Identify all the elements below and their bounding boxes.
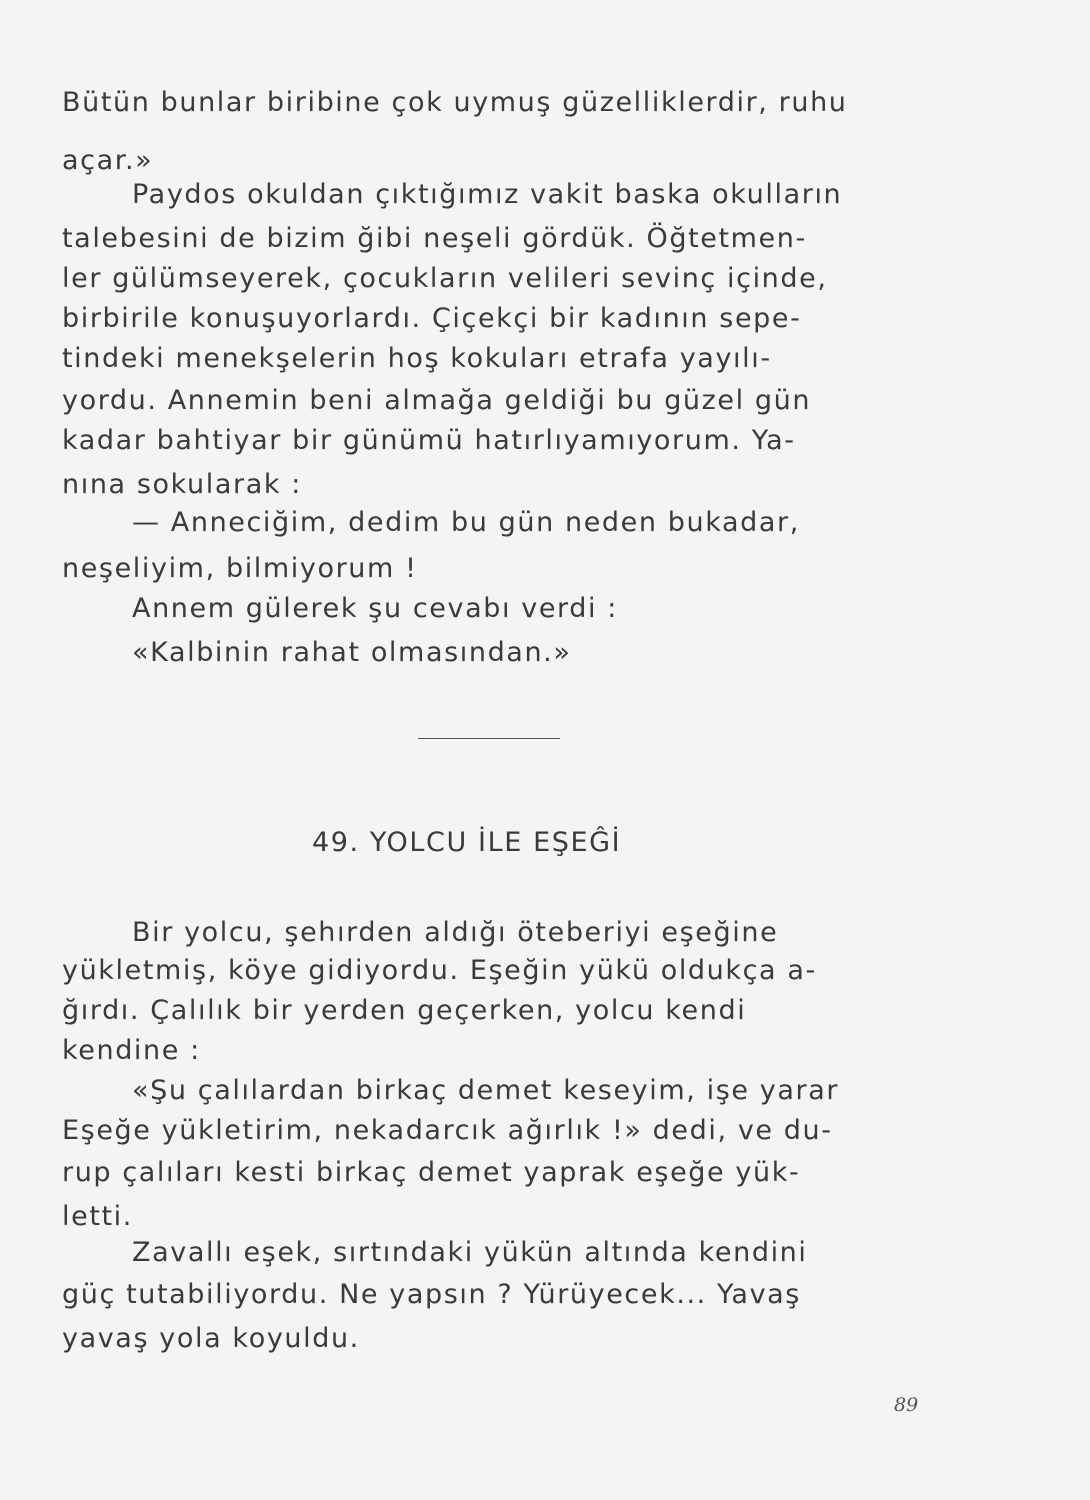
text-line: yavaş yola koyuldu. <box>62 1323 360 1354</box>
text-line: Bir yolcu, şehırden aldığı öteberiyi eşeğine <box>132 917 779 948</box>
text-line: yordu. Annemin beni almağa geldiği bu güzel gün <box>62 385 812 416</box>
text-line: tindeki menekşelerin hoş kokuları etrafa yayılı- <box>62 343 772 374</box>
text-line: güç tutabiliyordu. Ne yapsın ? Yürüyecek... Yavaş <box>62 1279 801 1310</box>
text-line: yükletmiş, köye gidiyordu. Eşeğin yükü oldukça a- <box>62 955 817 986</box>
page-number: 89 <box>894 1394 919 1416</box>
text-line: Paydos okuldan çıktığımız vakit baska okulların <box>132 179 843 210</box>
text-line: açar.» <box>62 145 154 176</box>
section-divider <box>418 738 560 739</box>
text-line: «Kalbinin rahat olmasından.» <box>132 637 572 668</box>
text-line: rup çalıları kesti birkaç demet yaprak eşeğe yük- <box>62 1157 801 1188</box>
text-line: talebesini de bizim ğibi neşeli gördük. Öğtetmen- <box>62 223 807 254</box>
text-line: ğırdı. Çalılık bir yerden geçerken, yolcu kendi <box>62 995 747 1026</box>
text-line: Eşeğe yükletirim, nekadarcık ağırlık !» dedi, ve du- <box>62 1115 833 1146</box>
text-line: Zavallı eşek, sırtındaki yükün altında kendini <box>132 1237 808 1268</box>
text-line: Bütün bunlar biribine çok uymuş güzelliklerdir, ruhu <box>62 87 848 118</box>
text-line: ler gülümseyerek, çocukların velileri sevinç içinde, <box>62 263 828 294</box>
text-line: letti. <box>62 1201 133 1232</box>
text-line: birbirile konuşuyorlardı. Çiçekçi bir kadının sepe- <box>62 303 802 334</box>
text-line: — Anneciğim, dedim bu gün neden bukadar, <box>132 507 800 538</box>
section-heading: 49. YOLCU İLE EŞEĜİ <box>312 827 622 858</box>
text-line: «Şu çalılardan birkaç demet keseyim, işe yarar <box>132 1075 840 1106</box>
text-line: neşeliyim, bilmiyorum ! <box>62 553 418 584</box>
text-line: kendine : <box>62 1035 201 1066</box>
text-line: Annem gülerek şu cevabı verdi : <box>132 593 618 624</box>
text-line: kadar bahtiyar bir günümü hatırlıyamıyorum. Ya- <box>62 425 796 456</box>
text-line: nına sokularak : <box>62 469 302 500</box>
